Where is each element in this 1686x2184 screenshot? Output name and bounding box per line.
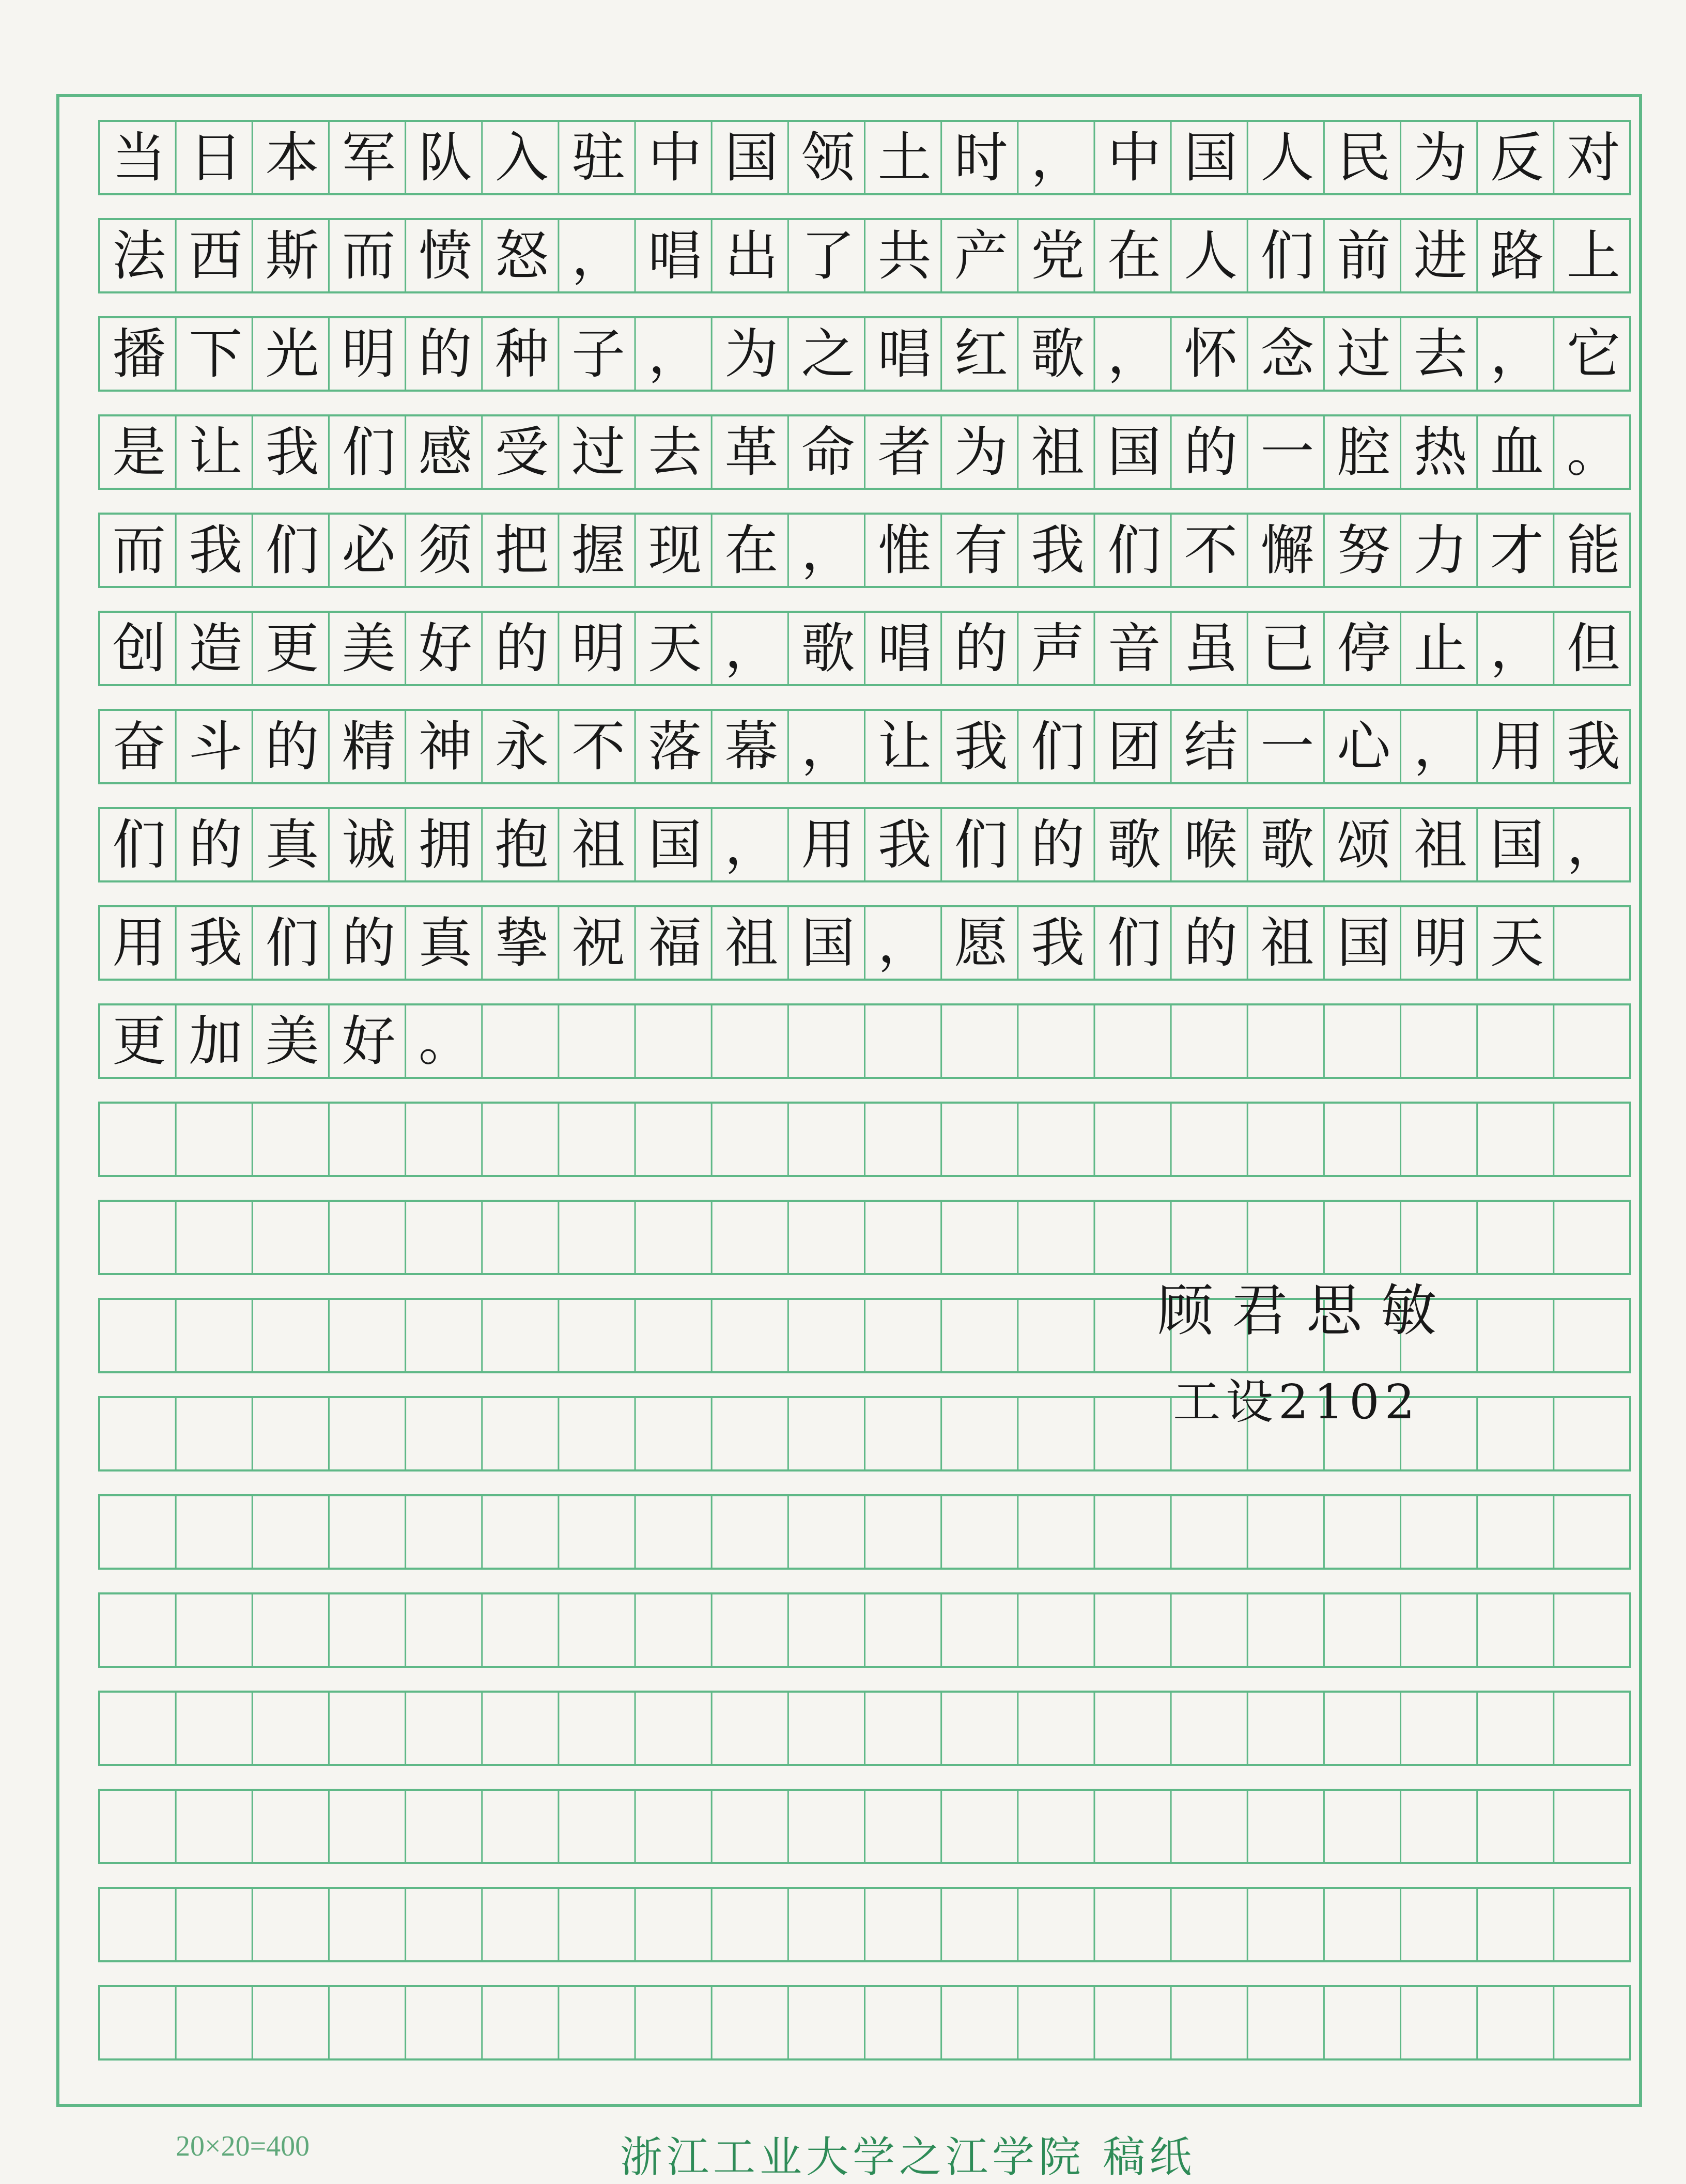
- essay-character: 真: [265, 813, 319, 876]
- essay-character: 唱: [877, 322, 932, 385]
- essay-character: 去: [1413, 322, 1467, 385]
- essay-character: 驻: [571, 126, 626, 189]
- essay-character: 有: [954, 519, 1008, 582]
- essay-character: 神: [418, 715, 472, 778]
- essay-character: 好: [418, 617, 472, 680]
- essay-character: 美: [342, 617, 396, 680]
- essay-character: 唱: [648, 224, 702, 287]
- essay-character: 光: [265, 322, 319, 385]
- essay-character: 而: [342, 224, 396, 287]
- essay-character: ，: [724, 617, 779, 680]
- essay-character: 对: [1566, 126, 1620, 189]
- essay-character: 血: [1490, 421, 1544, 484]
- essay-character: 之: [801, 322, 855, 385]
- essay-character: 团: [1107, 715, 1162, 778]
- essay-character: 者: [877, 421, 932, 484]
- essay-character: 的: [1184, 911, 1238, 974]
- essay-character: 止: [1413, 617, 1467, 680]
- essay-character: 唱: [877, 617, 932, 680]
- essay-character: 国: [1337, 911, 1391, 974]
- essay-character: 的: [1184, 421, 1238, 484]
- essay-character: 下: [189, 322, 243, 385]
- essay-character: 的: [265, 715, 319, 778]
- essay-character: 国: [1490, 813, 1544, 876]
- essay-character: 我: [189, 911, 243, 974]
- essay-character: 歌: [1030, 322, 1085, 385]
- essay-character: 国: [648, 813, 702, 876]
- essay-character: 明: [342, 322, 396, 385]
- essay-character: 好: [342, 1010, 396, 1073]
- essay-character: 喉: [1184, 813, 1238, 876]
- essay-character: 土: [877, 126, 932, 189]
- essay-character: 。: [1566, 421, 1620, 484]
- essay-character: 一: [1260, 715, 1314, 778]
- essay-character: 了: [801, 224, 855, 287]
- essay-character: 懈: [1260, 519, 1314, 582]
- essay-character: 们: [1107, 911, 1162, 974]
- essay-character: 我: [954, 715, 1008, 778]
- essay-character: 我: [1030, 911, 1085, 974]
- essay-character: 国: [801, 911, 855, 974]
- essay-character: 过: [571, 421, 626, 484]
- essay-character: ，: [801, 519, 855, 582]
- essay-character: 在: [724, 519, 779, 582]
- essay-character: 祖: [571, 813, 626, 876]
- essay-character: 为: [1413, 126, 1467, 189]
- essay-character: 歌: [1107, 813, 1162, 876]
- essay-character: ，: [1490, 322, 1544, 385]
- essay-character: 民: [1337, 126, 1391, 189]
- essay-character: ，: [1107, 322, 1162, 385]
- essay-character: 虽: [1184, 617, 1238, 680]
- essay-character: 天: [1490, 911, 1544, 974]
- essay-character: 们: [1260, 224, 1314, 287]
- essay-character: 本: [265, 126, 319, 189]
- essay-character: 腔: [1337, 421, 1391, 484]
- essay-character: 斯: [265, 224, 319, 287]
- essay-character: 的: [189, 813, 243, 876]
- essay-character: 用: [1490, 715, 1544, 778]
- paper-brand-label: 浙江工业大学之江学院 稿纸: [620, 2133, 1196, 2182]
- essay-character: 挚: [494, 911, 549, 974]
- essay-character: 真: [418, 911, 472, 974]
- essay-character: 们: [112, 813, 166, 876]
- essay-character: 永: [494, 715, 549, 778]
- essay-character: 努: [1337, 519, 1391, 582]
- essay-character: 创: [112, 617, 166, 680]
- essay-character: 军: [342, 126, 396, 189]
- essay-character: 播: [112, 322, 166, 385]
- essay-character: 我: [877, 813, 932, 876]
- essay-character: 受: [494, 421, 549, 484]
- essay-character: 国: [1107, 421, 1162, 484]
- essay-character: 颂: [1337, 813, 1391, 876]
- essay-character: 我: [1566, 715, 1620, 778]
- essay-character: 造: [189, 617, 243, 680]
- essay-character: 握: [571, 519, 626, 582]
- essay-character: 为: [724, 322, 779, 385]
- essay-character: 中: [648, 126, 702, 189]
- essay-character: 怀: [1184, 322, 1238, 385]
- essay-character: 心: [1337, 715, 1391, 778]
- essay-character: 美: [265, 1010, 319, 1073]
- essay-character: 精: [342, 715, 396, 778]
- essay-character: 的: [494, 617, 549, 680]
- essay-character: 音: [1107, 617, 1162, 680]
- essay-character: 拥: [418, 813, 472, 876]
- essay-character: 力: [1413, 519, 1467, 582]
- essay-character: 命: [801, 421, 855, 484]
- essay-character: 祖: [724, 911, 779, 974]
- essay-character: 的: [342, 911, 396, 974]
- essay-character: 当: [112, 126, 166, 189]
- essay-character: 们: [265, 911, 319, 974]
- essay-character: ，: [1566, 813, 1620, 876]
- essay-character: 歌: [801, 617, 855, 680]
- essay-character: 才: [1490, 519, 1544, 582]
- essay-character: 加: [189, 1010, 243, 1073]
- essay-character: ，: [724, 813, 779, 876]
- essay-character: 我: [189, 519, 243, 582]
- essay-character: 在: [1107, 224, 1162, 287]
- essay-character: 子: [571, 322, 626, 385]
- essay-character: 明: [1413, 911, 1467, 974]
- essay-character: 进: [1413, 224, 1467, 287]
- essay-character: 一: [1260, 421, 1314, 484]
- essay-character: 它: [1566, 322, 1620, 385]
- essay-character: 已: [1260, 617, 1314, 680]
- essay-character: 现: [648, 519, 702, 582]
- essay-character: 的: [418, 322, 472, 385]
- essay-character: ，: [1413, 715, 1467, 778]
- essay-character: 为: [954, 421, 1008, 484]
- essay-character: 让: [877, 715, 932, 778]
- essay-character: 队: [418, 126, 472, 189]
- essay-character: 人: [1184, 224, 1238, 287]
- essay-character: 领: [801, 126, 855, 189]
- essay-character: 国: [724, 126, 779, 189]
- author-class: 工设2102: [1173, 1374, 1420, 1430]
- essay-character: 结: [1184, 715, 1238, 778]
- essay-character: 而: [112, 519, 166, 582]
- essay-character: 愤: [418, 224, 472, 287]
- essay-character: 们: [265, 519, 319, 582]
- essay-character: 过: [1337, 322, 1391, 385]
- essay-character: 不: [1184, 519, 1238, 582]
- essay-character: 声: [1030, 617, 1085, 680]
- essay-character: 种: [494, 322, 549, 385]
- essay-character: 们: [1107, 519, 1162, 582]
- essay-character: 天: [648, 617, 702, 680]
- essay-character: 们: [954, 813, 1008, 876]
- essay-character: 日: [189, 126, 243, 189]
- grid-count-label: 20×20=400: [176, 2130, 310, 2162]
- essay-character: ，: [648, 322, 702, 385]
- essay-character: 热: [1413, 421, 1467, 484]
- essay-character: 必: [342, 519, 396, 582]
- essay-character: 用: [112, 911, 166, 974]
- essay-character: 明: [571, 617, 626, 680]
- essay-character: 中: [1107, 126, 1162, 189]
- essay-character: 们: [1030, 715, 1085, 778]
- essay-character: 国: [1184, 126, 1238, 189]
- essay-character: 产: [954, 224, 1008, 287]
- essay-character: 惟: [877, 519, 932, 582]
- essay-character: 用: [801, 813, 855, 876]
- essay-character: 祖: [1413, 813, 1467, 876]
- essay-character: 西: [189, 224, 243, 287]
- essay-character: 幕: [724, 715, 779, 778]
- essay-character: 祖: [1030, 421, 1085, 484]
- essay-character: ，: [801, 715, 855, 778]
- essay-character: 奋: [112, 715, 166, 778]
- essay-character: 但: [1566, 617, 1620, 680]
- essay-character: 红: [954, 322, 1008, 385]
- essay-character: 上: [1566, 224, 1620, 287]
- essay-character: 革: [724, 421, 779, 484]
- essay-character: 须: [418, 519, 472, 582]
- essay-character: 祖: [1260, 911, 1314, 974]
- essay-character: 时: [954, 126, 1008, 189]
- essay-character: 把: [494, 519, 549, 582]
- essay-character: 们: [342, 421, 396, 484]
- essay-character: 怒: [494, 224, 549, 287]
- essay-character: 党: [1030, 224, 1085, 287]
- essay-character: 福: [648, 911, 702, 974]
- essay-character: 抱: [494, 813, 549, 876]
- essay-character: 我: [1030, 519, 1085, 582]
- essay-character: 共: [877, 224, 932, 287]
- essay-character: ，: [877, 911, 932, 974]
- essay-character: 的: [1030, 813, 1085, 876]
- essay-character: 让: [189, 421, 243, 484]
- essay-character: 感: [418, 421, 472, 484]
- essay-character: 诚: [342, 813, 396, 876]
- essay-character: 出: [724, 224, 779, 287]
- essay-character: 前: [1337, 224, 1391, 287]
- essay-character: 斗: [189, 715, 243, 778]
- essay-character: 更: [265, 617, 319, 680]
- essay-character: 念: [1260, 322, 1314, 385]
- essay-character: 我: [265, 421, 319, 484]
- essay-character: 是: [112, 421, 166, 484]
- essay-character: 的: [954, 617, 1008, 680]
- essay-character: ，: [1030, 126, 1085, 189]
- essay-character: 人: [1260, 126, 1314, 189]
- essay-character: ，: [571, 224, 626, 287]
- essay-character: 法: [112, 224, 166, 287]
- essay-character: 歌: [1260, 813, 1314, 876]
- essay-character: 路: [1490, 224, 1544, 287]
- essay-character: 愿: [954, 911, 1008, 974]
- essay-character: 反: [1490, 126, 1544, 189]
- essay-character: 。: [418, 1010, 472, 1073]
- essay-character: 更: [112, 1010, 166, 1073]
- essay-character: 祝: [571, 911, 626, 974]
- essay-character: 去: [648, 421, 702, 484]
- author-name: 顾君思敏: [1157, 1279, 1456, 1343]
- essay-character: 停: [1337, 617, 1391, 680]
- essay-character: 落: [648, 715, 702, 778]
- essay-character: 能: [1566, 519, 1620, 582]
- essay-character: 不: [571, 715, 626, 778]
- essay-character: ，: [1490, 617, 1544, 680]
- essay-character: 入: [494, 126, 549, 189]
